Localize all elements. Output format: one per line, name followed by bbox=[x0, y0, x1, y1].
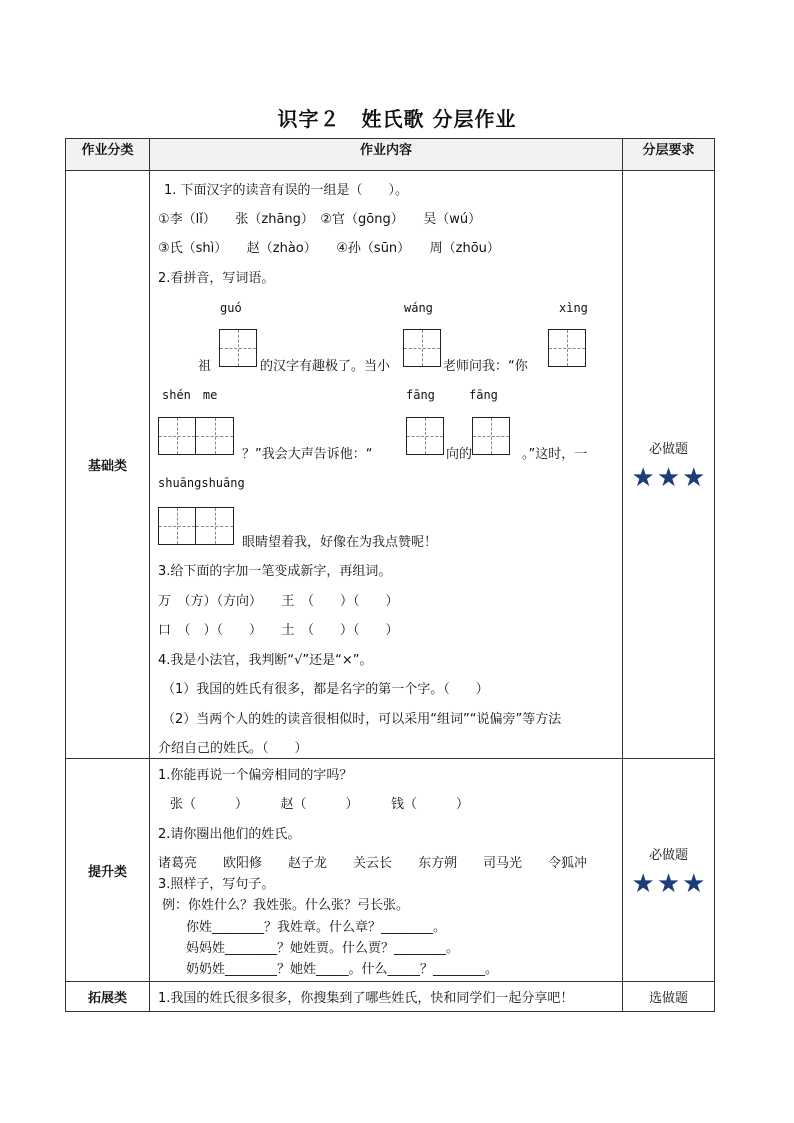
pinyin-guo: guó bbox=[220, 301, 242, 315]
level-basic bbox=[623, 171, 715, 759]
tianzi-box-fang1[interactable] bbox=[406, 417, 444, 455]
homework-table bbox=[65, 138, 715, 1012]
extend-row bbox=[66, 982, 715, 1012]
sentence1-part-b: 的汉字有趣极了。当小 bbox=[260, 359, 391, 374]
sentence1-part-a: 祖 bbox=[198, 359, 212, 374]
tianzi-box-shuangshuang[interactable] bbox=[158, 507, 234, 545]
improve-q1: 1.你能再说一个偏旁相同的字吗？ bbox=[158, 768, 353, 783]
improve-star-rating bbox=[623, 868, 714, 899]
tianzi-box-wang[interactable] bbox=[403, 329, 441, 367]
extend-content bbox=[150, 982, 623, 1012]
pinyin-shuangshuang: shuāngshuāng bbox=[158, 476, 245, 490]
star-icon: ★ bbox=[631, 463, 655, 493]
basic-q2: 2.看拼音，写词语。 bbox=[158, 271, 275, 286]
header-category: 作业分类 bbox=[66, 139, 150, 171]
basic-q1: 1. 下面汉字的读音有误的一组是（ ）。 bbox=[164, 183, 409, 198]
star-icon: ★ bbox=[682, 868, 706, 899]
level-extend: 选做题 bbox=[623, 982, 715, 1012]
header-content: 作业内容 bbox=[150, 139, 623, 171]
basic-q3-row1: 万 （方）（方向） 王 （ ）（ ） bbox=[158, 594, 399, 609]
category-extend: 拓展类 bbox=[66, 982, 150, 1012]
star-icon: ★ bbox=[631, 868, 655, 899]
tianzi-box-shenme[interactable] bbox=[158, 417, 234, 455]
extend-q1: 1.我国的姓氏很多很多，你搜集到了哪些姓氏，快和同学们一起分享吧！ bbox=[158, 991, 574, 1006]
page-title: 识字２ 姓氏歌 分层作业 bbox=[277, 107, 517, 131]
improve-row1: 你姓________？我姓章。什么章？________。 bbox=[186, 920, 447, 935]
tianzi-box-guo[interactable] bbox=[219, 329, 257, 367]
basic-q1-row1: ①李（lǐ） 张（zhāng） ②官（gōng） 吴（wú） bbox=[158, 212, 482, 227]
level-improve-label: 必做题 bbox=[648, 847, 688, 863]
basic-row bbox=[66, 171, 715, 759]
sentence2-part-a: ？”我会大声告诉他：“ bbox=[242, 447, 373, 462]
improve-row2: 妈妈姓________？她姓贾。什么贾？________。 bbox=[186, 941, 460, 956]
sentence1-part-c: 老师问我：“你 bbox=[443, 359, 528, 374]
tianzi-box-fang2[interactable] bbox=[472, 417, 510, 455]
basic-q4-item2: （2）当两个人的姓的读音很相似时，可以采用“组词”“说偏旁”等方法 bbox=[162, 712, 562, 727]
pinyin-fang1: fāng bbox=[406, 388, 435, 402]
basic-q1-row2: ③氏（shì） 赵（zhào） ④孙（sūn） 周（zhōu） bbox=[158, 241, 500, 256]
basic-star-rating bbox=[623, 465, 714, 491]
improve-q1-row: 张（ ） 赵（ ） 钱（ ） bbox=[170, 797, 470, 812]
header-level: 分层要求 bbox=[623, 139, 715, 171]
star-icon: ★ bbox=[682, 463, 706, 493]
basic-q3-row2: 口 （ ）（ ） 土 （ ）（ ） bbox=[158, 623, 399, 638]
improve-content bbox=[150, 759, 623, 982]
pinyin-shenme: shén me bbox=[162, 388, 218, 402]
improve-example: 例：你姓什么？我姓张。什么张？弓长张。 bbox=[162, 898, 410, 913]
level-basic-label: 必做题 bbox=[648, 442, 688, 457]
basic-q4-item2-cont: 介绍自己的姓氏。（ ） bbox=[158, 741, 308, 756]
tianzi-box-xing[interactable] bbox=[548, 329, 586, 367]
improve-row bbox=[66, 759, 715, 982]
improve-q2: 2.请你圈出他们的姓氏。 bbox=[158, 827, 301, 842]
sentence2-part-b: 向的 bbox=[446, 447, 473, 462]
pinyin-xing: xìng bbox=[559, 301, 588, 315]
improve-q2-names: 诸葛亮 欧阳修 赵子龙 关云长 东方朔 司马光 令狐冲 bbox=[158, 856, 588, 871]
improve-q3: 3.照样子，写句子。 bbox=[158, 877, 275, 892]
table-header-row bbox=[66, 139, 715, 171]
level-improve bbox=[623, 759, 715, 982]
pinyin-wang: wáng bbox=[404, 301, 433, 315]
category-basic: 基础类 bbox=[66, 171, 150, 759]
sentence3: 眼睛望着我，好像在为我点赞呢！ bbox=[242, 535, 438, 550]
basic-q3: 3.给下面的字加一笔变成新字，再组词。 bbox=[158, 564, 392, 579]
star-icon: ★ bbox=[656, 463, 681, 493]
category-improve: 提升类 bbox=[66, 759, 150, 982]
basic-q4-item1: （1）我国的姓氏有很多，都是名字的第一个字。（ ） bbox=[162, 682, 489, 697]
sentence2-part-c: 。”这时，一 bbox=[522, 447, 588, 462]
improve-row3: 奶奶姓________？她姓_____。什么_____？________。 bbox=[186, 962, 499, 977]
star-icon: ★ bbox=[656, 868, 681, 899]
pinyin-fang2: fāng bbox=[469, 388, 498, 402]
basic-q4: 4.我是小法官，我判断“√”还是“×”。 bbox=[158, 653, 373, 668]
basic-content bbox=[150, 171, 623, 759]
